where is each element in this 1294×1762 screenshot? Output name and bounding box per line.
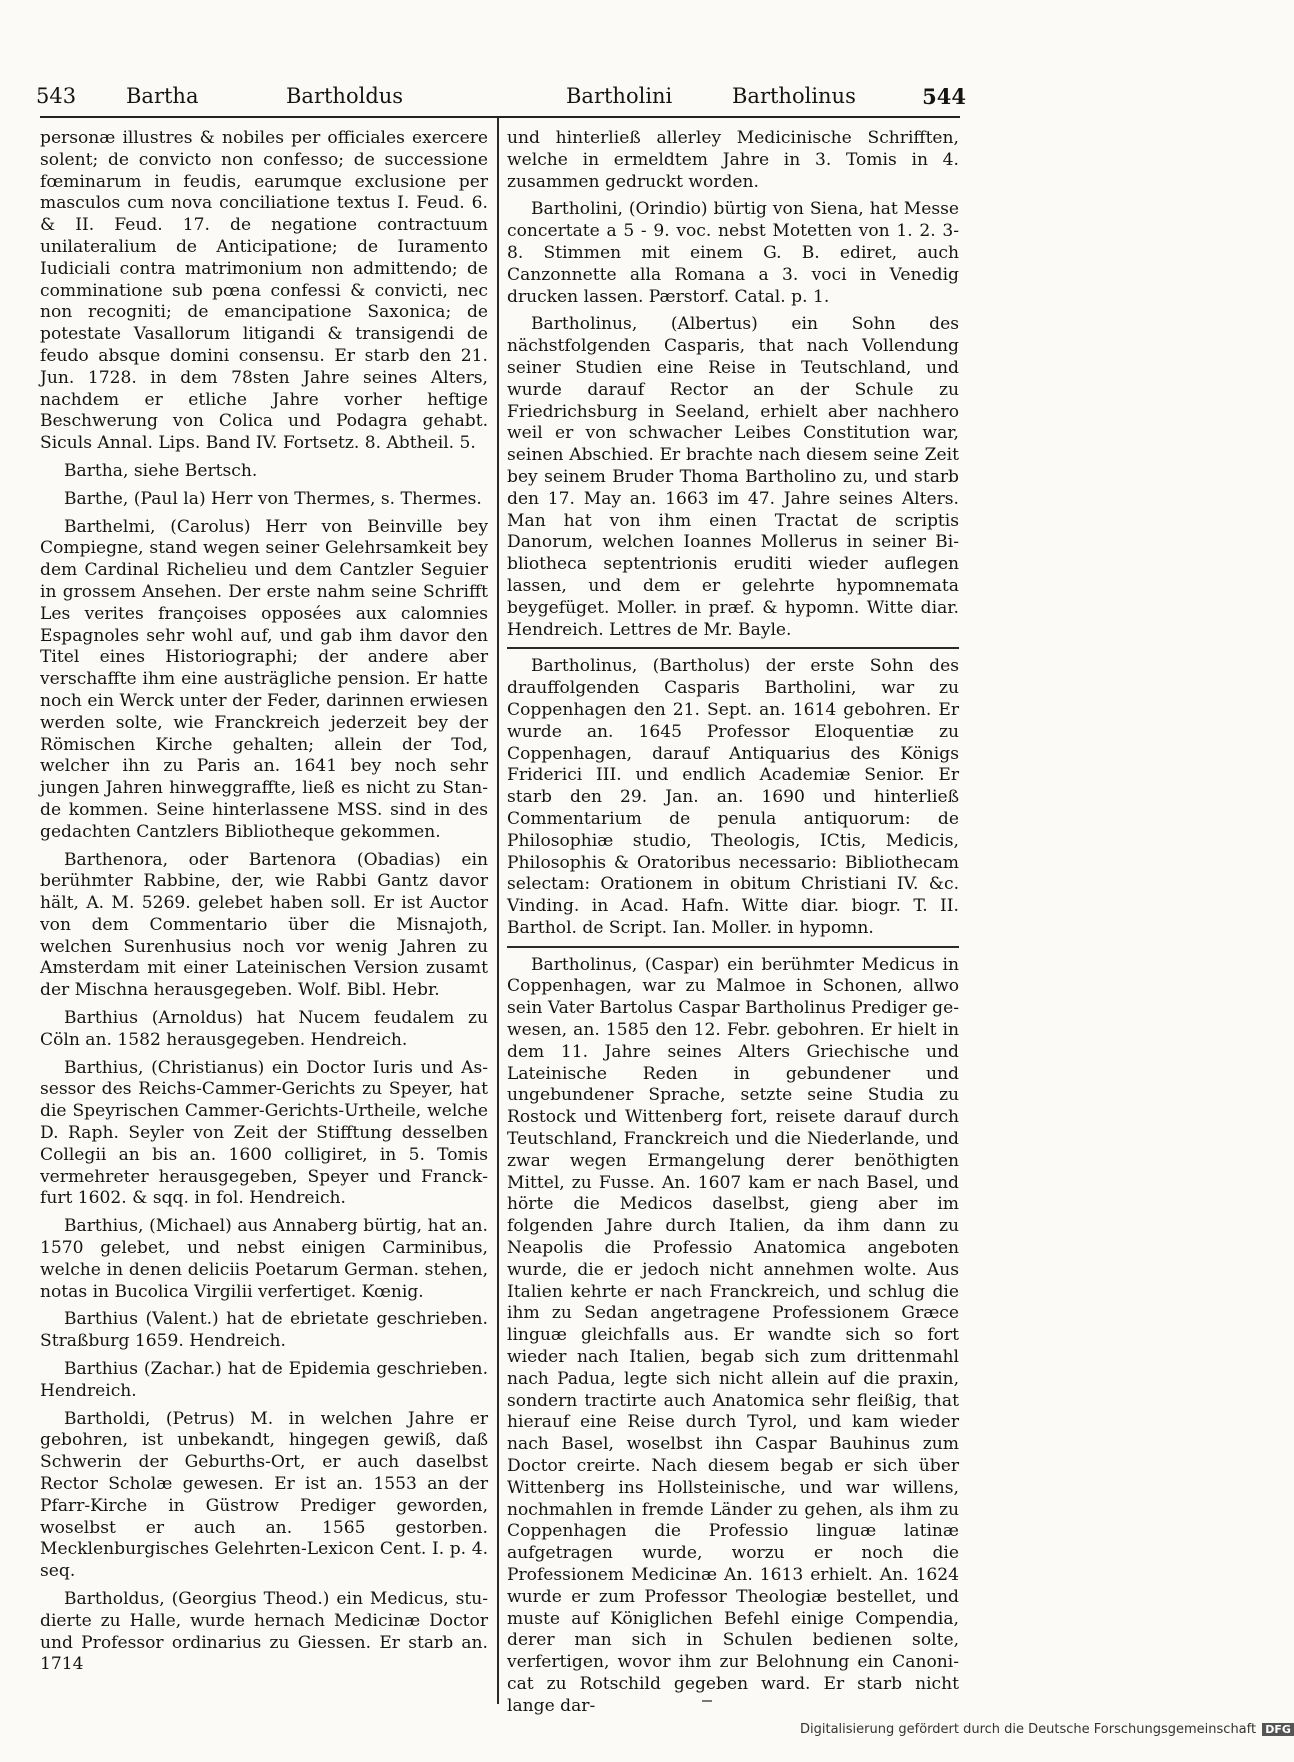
catchword-2: Bartholdus bbox=[286, 84, 404, 108]
entry-bartholdi: Bartholdi, (Petrus) M. in welchen Jahre er gebohren, ist unbekandt, hingegen gewiß, daß Schwerin der Geburths-Ort, er auch daselbst Rector Scholæ gewesen. Er ist an. 1553 an der Pfarr-Kirche in Güstrow Prediger geworden, woselbst er auch an. 1565 gestorben. Mecklenburgisches Gelehrten-Lexicon Cent. I. p. 4. seq. bbox=[40, 1408, 488, 1582]
entry-divider bbox=[507, 946, 959, 948]
catchword-4: Bartholinus bbox=[732, 84, 856, 108]
entry-barthius-zachar: Barthius (Zachar.) hat de Epidemia geschrieben. Hendreich. bbox=[40, 1359, 488, 1401]
entry-continuation: und hinterließ allerley Medicinische Schrifften, welche in ermeldtem Jahre in 3. Tomis in 4. zusammen gedruckt worden. bbox=[507, 128, 959, 192]
entry-barthius-michael: Barthius, (Michael) aus Annaberg bürtig, hat an. 1570 gelebet, und nebst einigen Carminibus, welche in denen deliciis Poetarum German. stehen, notas in Bucolica Virgilii verfertiget. Kœnig. bbox=[40, 1216, 488, 1302]
column-divider bbox=[497, 118, 499, 1704]
entry-barthenora: Barthenora, oder Bartenora (Obadias) ein berühmter Rabbine, der, wie Rabbi Gantz davor hält, A. M. 5269. gelebet haben soll. Er ist Auctor von dem Commentario über die Misnajoth, welchen Surenhusius noch vor wenig Jahren zu Amsterdam mit einer Lateinischen Version zusamt der Mischna herausgegeben. Wolf. Bibl. Hebr. bbox=[40, 849, 488, 1001]
credit-text: Digitalisierung gefördert durch die Deutsche Forschungsgemeinschaft bbox=[800, 1722, 1257, 1737]
entry-bartholdus: Bartholdus, (Georgius Theod.) ein Medicus, studierte zu Halle, wurde hernach Medicinæ Doctor und Professor ordinarius zu Giessen. Er starb an. 1714 bbox=[40, 1589, 488, 1675]
entry-bartha: Bartha, siehe Bertsch. bbox=[64, 460, 258, 481]
digitization-credit bbox=[800, 1722, 1294, 1737]
entry-barthius-valent: Barthius (Valent.) hat de ebrietate geschrieben. Straßburg 1659. Hendreich. bbox=[40, 1309, 488, 1352]
page-number-left: 543 bbox=[36, 84, 77, 108]
left-column bbox=[40, 128, 488, 1682]
entry-bartholini-orindio: Bartholini, (Orindio) bürtig von Siena, hat Messe concertate a 5 - 9. voc. nebst Motetten von 1. 2. 3- 8. Stimmen mit einem G. B. ediret, auch Canzonnette alla Romana a 3. voci in Venedig drucken lassen. Pærstorf. Catal. p. 1. bbox=[507, 199, 959, 307]
dfg-logo: DFG bbox=[1262, 1723, 1294, 1736]
page-number-right: 544 bbox=[922, 84, 966, 109]
page-mark bbox=[702, 1700, 712, 1702]
entry-barthelmi: Barthelmi, (Carolus) Herr von Beinville bey Compiegne, stand wegen seiner Gelehrsamkeit bey dem Cardinal Richelieu und dem Cantzler Seguier in grossem Ansehen. Der erste nahm seine Schrifft Les verites françoises opposées aux calomnies Espagnoles sehr wohl auf, und gab ihm davor den Titel eines Historiographi; der andere aber verschaffte ihm eine austrägliche pension. Er hatte noch ein Werck unter der Feder, darinnen erwiesen werden solte, wie Franckreich jederzeit bey der Römischen Kirche gehalten; allein der Tod, welcher ihn zu Paris an. 1641 bey noch sehr jungen Jahren hinweggraffte, ließ es nicht zu Stande kommen. Seine hinterlassene MSS. sind in des gedachten Cantzlers Bibliotheque gekommen. bbox=[40, 516, 488, 842]
catchword-1: Bartha bbox=[126, 84, 199, 108]
entry-barthius-christianus: Barthius, (Christianus) ein Doctor Iuris und Assessor des Reichs-Cammer-Gerichts zu Speyer, hat die Speyrischen Cammer-Gerichts-Urtheile, welche D. Raph. Seyler von Zeit der Stifftung desselben Collegii an bis an. 1600 colligiret, in 5. Tomis vermehreter herausgegeben, Speyer und Franckfurt 1602. & sqq. in fol. Hendreich. bbox=[40, 1057, 488, 1209]
entry-barthius-arnoldus: Barthius (Arnoldus) hat Nucem feudalem zu Cöln an. 1582 herausgegeben. Hendreich. bbox=[40, 1008, 488, 1050]
entry-barthe: Barthe, (Paul la) Herr von Thermes, s. Thermes. bbox=[64, 488, 482, 509]
entry-continuation: personæ illustres & nobiles per officiales exercere solent; de convicto non confesso; de successione fœminarum in feudis, earumque exclusione per masculos cum nova conciliatione textus I. Feud. 6. & II. Feud. 17. de negatione contractuum unilateralium de Anticipatione; de Iuramento Iudiciali contra matrimonium non admittendo; de comminatione sub pœna confessi & convicti, nec non recogniti; de emancipatione Saxonica; de potestate Vasallorum litigandi & transigendi de feudo absque domini consensu. Er starb den 21. Jun. 1728. in dem 78sten Jahre seines Alters, nachdem er etliche Jahre vorher heftige Beschwerung von Colica und Podagra gehabt. Siculs Annal. Lips. Band IV. Fortsetz. 8. Abtheil. 5. bbox=[40, 128, 488, 454]
running-header bbox=[36, 82, 966, 114]
entry-bartholinus-bartholus: Bartholinus, (Bartholus) der erste Sohn des drauffolgenden Casparis Bartholini, war zu Coppenhagen den 21. Sept. an. 1614 gebohren. Er wurde an. 1645 Professor Eloquentiæ zu Coppenhagen, darauf Antiquarius des Königs Friderici III. und endlich Academiæ Senior. Er starb den 29. Jan. an. 1690 und hinterließ Commentarium de penula antiquorum: de Philosophiæ studio, Theologis, ICtis, Medicis, Philosophis & Oratoribus necessario: Bibliothecam selectam: Orationem in obitum Christiani IV. &c. Vinding. in Acad. Hafn. Witte diar. biogr. T. II. Barthol. de Script. Ian. Moller. in hypomn. bbox=[507, 656, 959, 938]
entry-bartholinus-albertus: Bartholinus, (Albertus) ein Sohn des nächstfolgenden Casparis, that nach Vollendung seiner Studien eine Reise in Teutschland, und wurde darauf Rector an der Schule zu Friedrichsburg in Seeland, erhielt aber nachhero weil er von schwacher Leibes Constitution war, seinen Abschied. Er brachte nach diesem seine Zeit bey seinem Bruder Thoma Bartholino zu, und starb den 17. May an. 1663 im 47. Jahre seines Alters. Man hat von ihm einen Tractat de scriptis Danorum, welchen Ioannes Mollerus in seiner Bibliotheca septentrionis eruditi wieder auflegen lassen, und dem er gelehrte hypomnemata beygefüget. Moller. in præf. & hypomn. Witte diar. Hendreich. Lettres de Mr. Bayle. bbox=[507, 314, 959, 640]
catchword-3: Bartholini bbox=[566, 84, 673, 108]
right-column bbox=[507, 128, 959, 1724]
entry-bartholinus-caspar: Bartholinus, (Caspar) ein berühmter Medicus in Coppenhagen, war zu Malmoe in Schonen, allwo sein Vater Bartolus Caspar Bartholinus Prediger gewesen, an. 1585 den 12. Febr. gebohren. Er hielt in dem 11. Jahre seines Alters Griechische und Lateinische Reden in gebundener und ungebundener Sprache, setzte seine Studia zu Rostock und Wittenberg fort, reisete darauf durch Teutschland, Franckreich und die Niederlande, und zwar wegen Ermangelung derer benöthigten Mittel, zu Fusse. An. 1607 kam er nach Basel, und hörte die Medicos daselbst, gieng aber im folgenden Jahre durch Italien, da ihm dann zu Neapolis die Professio Anatomica angeboten wurde, die er jedoch nicht annehmen wolte. Aus Italien kehrte er nach Franckreich, und schlug die ihm zu Sedan angetragene Professionem Græce linguæ gleichfalls aus. Er wandte sich so fort wieder nach Italien, begab sich zum drittenmahl nach Padua, legte sich nicht allein auf die praxin, sondern tractirte auch Anatomica sehr fleißig, that hierauf eine Reise durch Tyrol, und kam wieder nach Basel, woselbst ihn Caspar Bauhinus zum Doctor creirte. Nach diesem begab er sich über Wittenberg ins Hollsteinische, und war willens, nochmahlen in fremde Länder zu gehen, als ihm zu Coppenhagen die Professio linguæ latinæ aufgetragen wurde, worzu er noch die Professionem Medicinæ An. 1613 erhielt. An. 1624 wurde er zum Professor Theologiæ bestellet, und muste auf Königlichen Befehl einige Compendia, derer man sich in Schulen bedienen solte, verfertigen, wovor ihm zur Belohnung ein Canonicat zu Rotschild gegeben ward. Er starb nicht lange dar- bbox=[507, 954, 959, 1716]
header-rule bbox=[40, 116, 960, 118]
entry-divider bbox=[507, 647, 959, 649]
